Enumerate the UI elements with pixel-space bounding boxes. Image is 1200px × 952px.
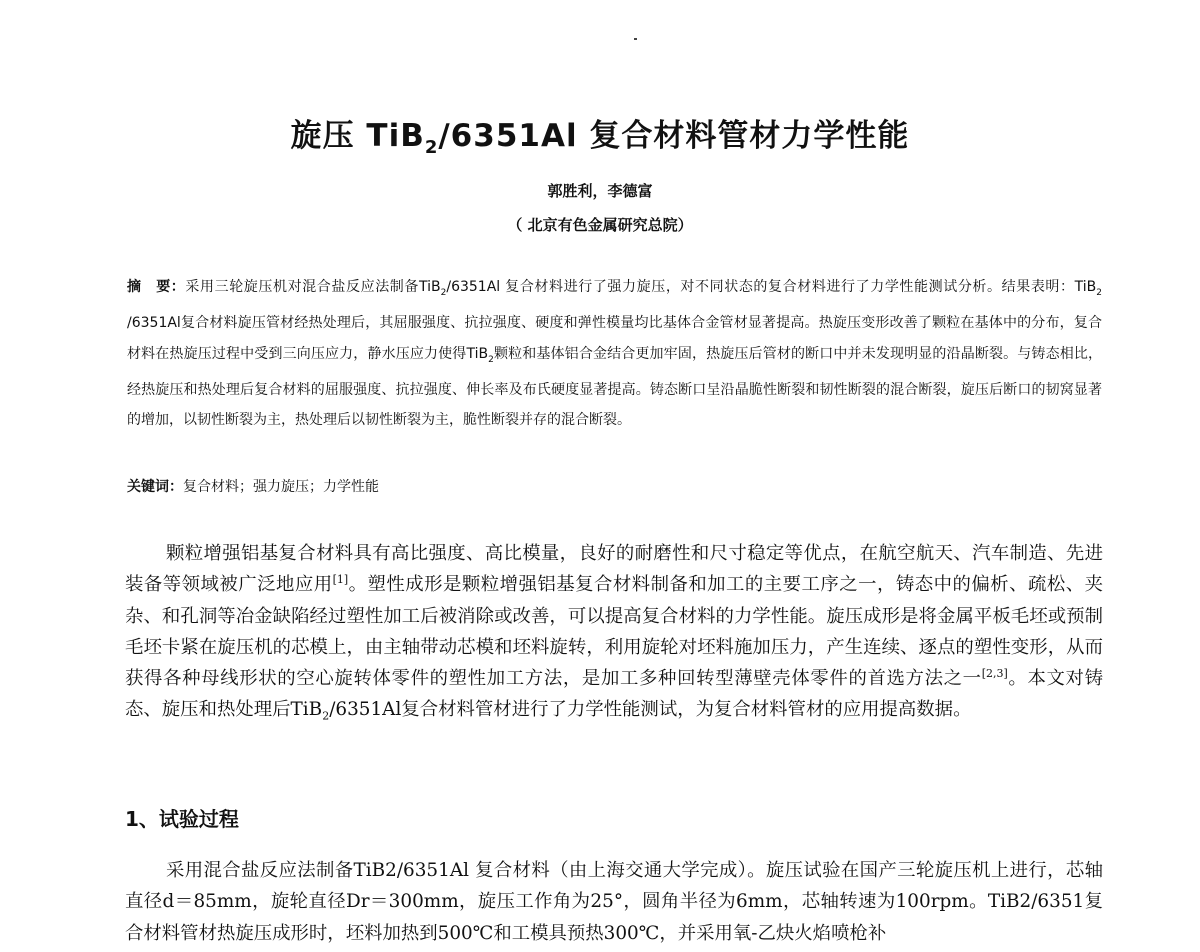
experiment-paragraph: 采用混合盐反应法制备TiB2/6351Al 复合材料（由上海交通大学完成）。旋压试验在国产三轮旋压机上进行，芯轴直径d＝85mm，旋轮直径Dr＝300mm，旋压工作角为25°，圆角半径为6mm，芯轴转速为100rpm。TiB2/6351复合材料管材热旋压成形时，坯料加热到500℃和工模具预热300℃，并采用氧-乙炔火焰喷枪补 [125, 860, 1103, 944]
citation-1: [1] [332, 573, 349, 587]
abstract: 摘 要：采用三轮旋压机对混合盐反应法制备TiB$_2$/6351Al 复合材料进行了强力旋压，对不同状态的复合材料进行了力学性能测试分析。结果表明：TiB$_2$ /6351Al复合材料旋压管材经热处理后，其屈服强度、抗拉强度、硬度和弹性模量均比基体合金管材显著提高。热旋压变形改善了颗粒在基体中的分布，复合材料在热旋压过程中受到三向压应力，静水压应力使得TiB$_2$颗粒和基体铝合金结合更加牢固，热旋压后管材的断口中并未发现明显的沿晶断裂。与铸态相比，经热旋压和热处理后复合材料的屈服强度、抗拉强度、伸长率及布氏硬度显著提高。铸态断口呈沿晶脆性断裂和韧性断裂的混合断裂，旋压后断口的韧窝显著的增加，以韧性断裂为主，热处理后以韧性断裂为主，脆性断裂并存的混合断裂。 [127, 279, 1102, 429]
abstract-label: 摘 要： [127, 279, 186, 295]
keywords [127, 473, 1102, 501]
affiliation: （ 北京有色金属研究总院） [507, 216, 693, 234]
page-mark [634, 38, 637, 40]
intro-paragraph: 颗粒增强铝基复合材料具有高比强度、高比模量，良好的耐磨性和尺寸稳定等优点，在航空航天、汽车制造、先进装备等领域被广泛地应用[1]。塑性成形是颗粒增强铝基复合材料制备和加工的主要工序之一，铸态中的偏析、疏松、夹杂、和孔洞等冶金缺陷经过塑性加工后被消除或改善，可以提高复合材料的力学性能。旋压成形是将金属平板毛坯或预制毛坯卡紧在旋压机的芯模上，由主轴带动芯模和坯料旋转，利用旋轮对坯料施加压力，产生连续、逐点的塑性变形，从而获得各种母线形状的空心旋转体零件的塑性加工方法，是加工多种回转型薄壁壳体零件的首选方法之一[2,3]。本文对铸态、旋压和热处理后TiB$_2$/6351Al复合材料管材进行了力学性能测试，为复合材料管材的应用提高数据。 [125, 543, 1103, 724]
keywords-text: 复合材料；强力旋压；力学性能 [183, 479, 379, 495]
keywords-label: 关键词： [127, 479, 183, 495]
citation-2-3: [2,3] [981, 667, 1008, 681]
paper-title: 旋压 TiB$_2$/6351Al 复合材料管材力学性能 [290, 118, 910, 159]
section-heading-experiment: 1、试验过程 [125, 807, 239, 831]
author-list: 郭胜利，李德富 [547, 182, 653, 200]
